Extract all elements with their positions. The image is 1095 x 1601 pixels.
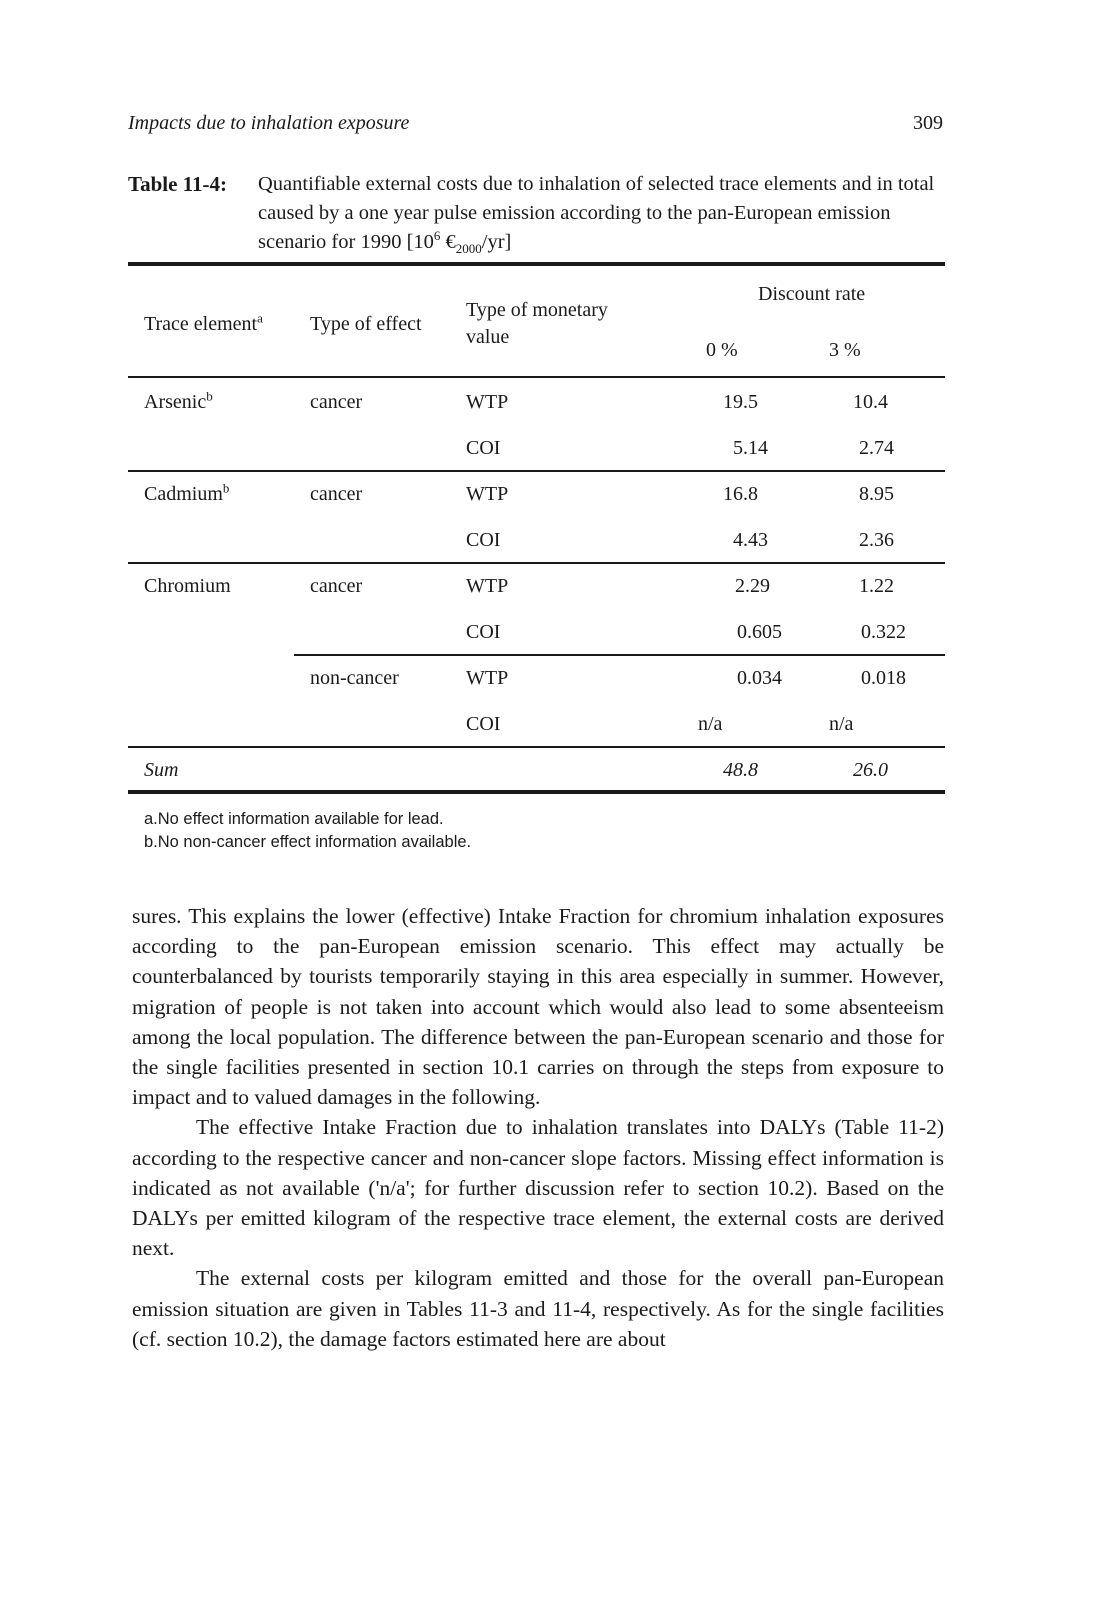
table-caption-label: Table 11-4: — [128, 172, 227, 196]
row-rate-3: 1.22 — [859, 575, 894, 597]
row-rate-3: 8.95 — [859, 483, 894, 505]
row-element-label: Cadmium — [144, 483, 223, 505]
row-element — [144, 482, 229, 506]
row-rate-3: 2.36 — [859, 529, 894, 551]
header-discount-rate: Discount rate — [758, 283, 866, 305]
group-rule — [128, 562, 945, 564]
row-value-type: COI — [466, 437, 501, 459]
row-element — [144, 390, 213, 414]
footnote: b.No non-cancer effect information available. — [144, 833, 472, 851]
header-trace-element-mark: a — [257, 310, 263, 326]
row-effect: cancer — [310, 391, 363, 413]
row-value-type: COI — [466, 621, 501, 643]
caption-text-before-power: Quantifiable external costs due to inhalation of selected trace elements and in total caused by a one year pulse emission according to the pan-European emission scenario for 1990 [10 — [258, 173, 935, 253]
row-rate-3: 10.4 — [853, 391, 888, 413]
row-rate-0: 19.5 — [723, 391, 758, 413]
caption-power: 6 — [433, 228, 441, 244]
paragraph: The effective Intake Fraction due to inhalation translates into DALYs (Table 11-2) according to the respective cancer and non-cancer slope factors. Missing effect information is indicated as not available ('n/a'; for further discussion refer to section 10.2). Based on the DALYs per emitted kilogram of the respective trace element, the external costs are derived next. — [132, 1115, 944, 1261]
row-value-type: COI — [466, 713, 501, 735]
row-rate-3: 0.322 — [861, 621, 906, 643]
row-value-type: WTP — [466, 575, 509, 597]
header-monetary-line1: Type of monetary — [466, 299, 608, 321]
table-footnotes — [144, 808, 471, 854]
header-rate-0: 0 % — [706, 339, 738, 361]
table-caption — [128, 170, 948, 257]
row-element-mark: b — [206, 388, 213, 404]
header-monetary-line2: value — [466, 326, 510, 348]
paragraph: sures. This explains the lower (effective) Intake Fraction for chromium inhalation exposures according to the pan-European emission scenario. This effect may actually be counterbalanced by tourists temporarily staying in this area especially in summer. However, migration of people is not taken into account which would also lead to some absenteeism among the local population. The difference between the pan-European scenario and those for the single facilities presented in section 10.1 carries on through the steps from exposure to impact and to valued damages in the following. — [132, 904, 944, 1110]
row-rate-0: 4.43 — [733, 529, 768, 551]
row-rate-0: 5.14 — [733, 437, 768, 459]
row-rate-0: 0.034 — [737, 667, 782, 689]
row-rate-0: 16.8 — [723, 483, 758, 505]
row-rate-3: n/a — [829, 713, 854, 735]
header-rule — [128, 376, 945, 378]
header-trace-element-label: Trace element — [144, 313, 258, 335]
paragraph: The external costs per kilogram emitted and those for the overall pan-European emission situation are given in Tables 11-3 and 11-4, respectively. As for the single facilities (cf. section 10.2), the damage factors estimated here are about — [132, 1266, 944, 1351]
running-title: Impacts due to inhalation exposure — [128, 112, 410, 134]
header-rate-3: 3 % — [829, 339, 861, 361]
header-type-of-effect: Type of effect — [310, 313, 422, 335]
sum-rate-0: 48.8 — [723, 759, 758, 781]
caption-unit-tail: /yr] — [481, 231, 512, 253]
running-head — [128, 112, 943, 140]
row-effect: cancer — [310, 483, 363, 505]
page-number: 309 — [913, 112, 943, 134]
row-rate-3: 0.018 — [861, 667, 906, 689]
sum-label: Sum — [144, 759, 179, 781]
row-rate-0: n/a — [698, 713, 723, 735]
group-rule — [128, 470, 945, 472]
header-trace-element — [144, 312, 263, 336]
row-element — [144, 574, 231, 598]
caption-currency-year: 2000 — [455, 241, 482, 257]
row-effect: cancer — [310, 575, 363, 597]
sum-rule — [128, 746, 945, 748]
row-effect: non-cancer — [310, 667, 399, 689]
body-text — [132, 901, 944, 1354]
subgroup-rule — [294, 654, 945, 656]
cost-table — [128, 262, 945, 802]
row-value-type: WTP — [466, 483, 509, 505]
caption-currency: € — [440, 231, 456, 253]
row-rate-3: 2.74 — [859, 437, 894, 459]
table-top-rule — [128, 262, 945, 266]
row-value-type: COI — [466, 529, 501, 551]
row-value-type: WTP — [466, 391, 509, 413]
sum-rate-3: 26.0 — [853, 759, 888, 781]
footnote: a.No effect information available for lead. — [144, 810, 444, 828]
row-rate-0: 0.605 — [737, 621, 782, 643]
row-element-label: Chromium — [144, 575, 231, 597]
table-bottom-rule — [128, 790, 945, 794]
row-element-mark: b — [222, 480, 230, 496]
row-element-label: Arsenic — [144, 391, 207, 413]
table-caption-text — [258, 170, 948, 257]
row-value-type: WTP — [466, 667, 509, 689]
row-rate-0: 2.29 — [735, 575, 770, 597]
